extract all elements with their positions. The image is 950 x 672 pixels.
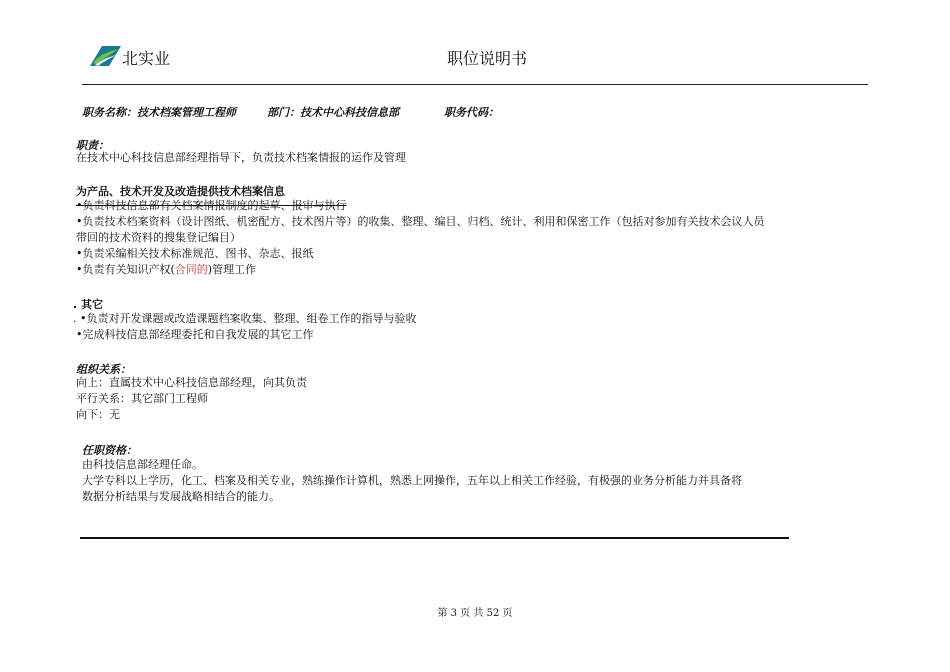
products-item-2-line-2: 带回的技术资料的搜集登记编目） bbox=[76, 231, 241, 244]
document-title: 职位说明书 bbox=[447, 49, 528, 68]
products-heading: 为产品、技术开发及改造提供技术档案信息 bbox=[76, 185, 285, 198]
job-code: 职务代码： bbox=[444, 106, 499, 119]
org-parallel: 平行关系：其它部门工程师 bbox=[76, 392, 208, 405]
products-item-4 bbox=[76, 263, 256, 277]
products-item-4-pre: •负责有关知识产权( bbox=[76, 263, 175, 276]
products-item-3: •负责采编相关技术标准规范、图书、杂志、报纸 bbox=[76, 247, 314, 260]
products-item-2-line-1: •负责技术档案资料（设计图纸、机密配方、技术图片等）的收集、整理、编目、归档、统计、利用和保密工作（包括对参加有关技术会议人员 bbox=[76, 215, 765, 228]
products-item-4-highlight: 合同的 bbox=[174, 263, 208, 276]
products-item-4-post: )管理工作 bbox=[207, 263, 257, 276]
company-logo bbox=[88, 43, 180, 69]
other-item-1: . •负责对开发课题或改造课题档案收集、整理、组卷工作的指导与验收 bbox=[73, 312, 417, 325]
page-number: 第 3 页 共 52 页 bbox=[437, 608, 513, 619]
qualification-line-2: 大学专科以上学历，化工、档案及相关专业，熟练操作计算机，熟悉上网操作，五年以上相关工作经验，有极强的业务分析能力并具备将 bbox=[82, 474, 742, 487]
qualification-line-1: 由科技信息部经理任命。 bbox=[82, 458, 203, 471]
duties-text: 在技术中心科技信息部经理指导下，负责技术档案情报的运作及管理 bbox=[76, 151, 406, 164]
job-name: 职务名称：技术档案管理工程师 bbox=[82, 106, 236, 119]
bottom-divider bbox=[80, 537, 789, 539]
leaf-logo-icon bbox=[88, 44, 122, 68]
other-heading: . 其它 bbox=[73, 298, 104, 311]
products-item-1: •负责科技信息部有关档案情报制度的起草、报审与执行 bbox=[76, 199, 347, 212]
logo-text: 北实业 bbox=[122, 49, 171, 68]
other-item-2: •完成科技信息部经理委托和自我发展的其它工作 bbox=[76, 328, 314, 341]
org-heading: 组织关系： bbox=[76, 363, 131, 376]
org-up: 向上：直属技术中心科技信息部经理，向其负责 bbox=[76, 376, 307, 389]
header-divider bbox=[82, 84, 868, 85]
org-down: 向下：无 bbox=[76, 408, 120, 421]
qualification-line-3: 数据分析结果与发展战略相结合的能力。 bbox=[82, 490, 280, 503]
duties-heading: 职责： bbox=[76, 139, 109, 152]
department: 部门：技术中心科技信息部 bbox=[267, 106, 399, 119]
qualification-heading: 任职资格： bbox=[82, 444, 137, 457]
